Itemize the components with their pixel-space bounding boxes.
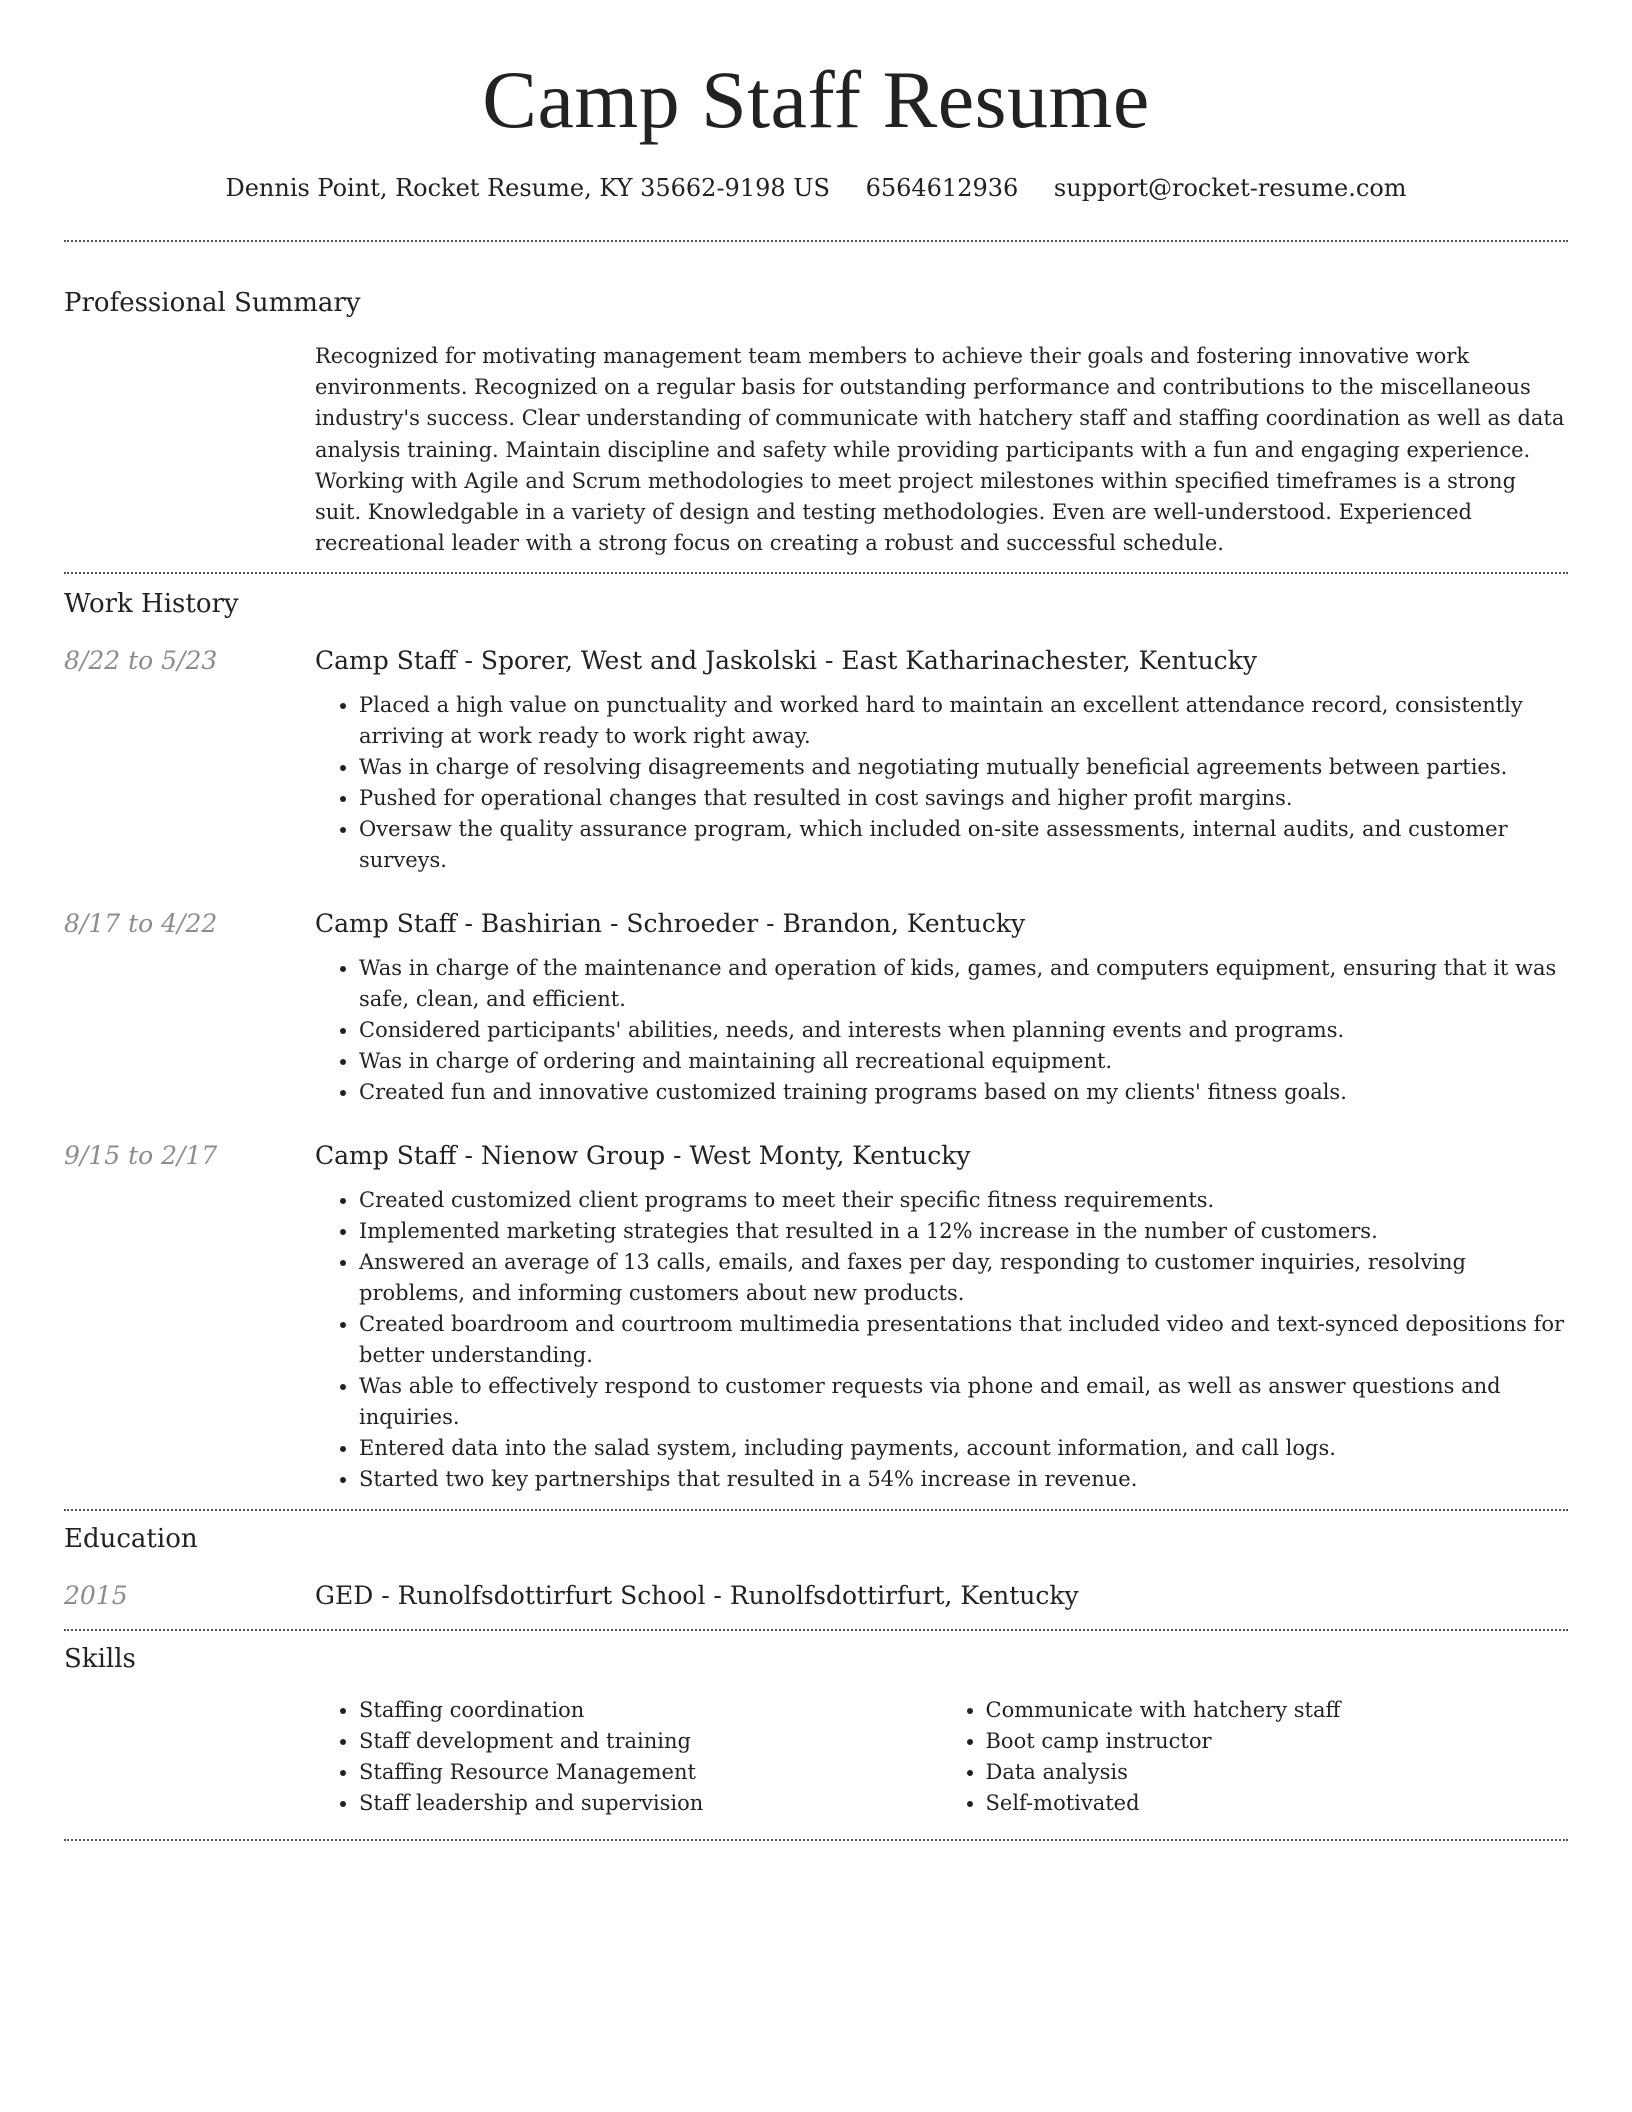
work-history-section <box>64 587 1568 1495</box>
skills-list <box>942 1695 1569 1819</box>
job-bullets <box>315 690 1568 876</box>
skill-item: • Data analysis <box>986 1757 1569 1788</box>
skill-item: • Communicate with hatchery staff <box>986 1695 1569 1726</box>
education-year: 2015 <box>64 1581 128 1611</box>
section-title-skills: Skills <box>64 1644 136 1675</box>
divider <box>64 1629 1568 1631</box>
job-title: Camp Staff - Bashirian - Schroeder - Brandon, Kentucky <box>315 909 1026 939</box>
job-dates: 8/22 to 5/23 <box>64 646 218 676</box>
job-title: Camp Staff - Nienow Group - West Monty, Kentucky <box>315 1141 971 1171</box>
resume-title: Camp Staff Resume <box>482 54 1150 145</box>
skill-item: • Staff development and training <box>359 1726 942 1757</box>
email: support@rocket-resume.com <box>1053 174 1407 202</box>
list-item: • Created boardroom and courtroom multimedia presentations that included video and text-synced depositions for better understanding. <box>359 1309 1568 1371</box>
skills-section <box>64 1642 1568 1819</box>
job-entry <box>64 1139 1568 1495</box>
education-section <box>64 1522 1568 1613</box>
list-item: • Was in charge of ordering and maintaining all recreational equipment. <box>359 1046 1568 1077</box>
section-title-work-history: Work History <box>64 589 239 620</box>
job-entry <box>64 907 1568 1108</box>
address: Dennis Point, Rocket Resume, KY 35662-9198 US <box>225 174 830 202</box>
list-item: • Implemented marketing strategies that resulted in a 12% increase in the number of customers. <box>359 1216 1568 1247</box>
divider <box>64 240 1568 242</box>
list-item: • Oversaw the quality assurance program, which included on-site assessments, internal audits, and customer surveys. <box>359 814 1568 876</box>
job-dates: 8/17 to 4/22 <box>64 909 218 939</box>
list-item: • Was in charge of the maintenance and operation of kids, games, and computers equipment, ensuring that it was safe, clean, and efficient. <box>359 953 1568 1015</box>
divider <box>64 572 1568 574</box>
job-entry <box>64 644 1568 876</box>
section-title-education: Education <box>64 1524 198 1555</box>
list-item: • Entered data into the salad system, including payments, account information, and call logs. <box>359 1433 1568 1464</box>
list-item: • Created fun and innovative customized training programs based on my clients' fitness goals. <box>359 1077 1568 1108</box>
skill-item: • Self-motivated <box>986 1788 1569 1819</box>
phone: 6564612936 <box>865 174 1019 202</box>
skills-list <box>315 1695 942 1819</box>
skills-columns <box>315 1695 1568 1819</box>
contact-line <box>64 172 1568 204</box>
list-item: • Pushed for operational changes that resulted in cost savings and higher profit margins. <box>359 783 1568 814</box>
education-entry: GED - Runolfsdottirfurt School - Runolfsdottirfurt, Kentucky <box>315 1581 1079 1611</box>
divider <box>64 1509 1568 1511</box>
list-item: • Answered an average of 13 calls, emails, and faxes per day, responding to customer inquiries, resolving problems, and informing customers about new products. <box>359 1247 1568 1309</box>
skill-item: • Staffing Resource Management <box>359 1757 942 1788</box>
job-bullets <box>315 953 1568 1108</box>
list-item: • Placed a high value on punctuality and worked hard to maintain an excellent attendance record, consistently arriving at work ready to work right away. <box>359 690 1568 752</box>
list-item: • Considered participants' abilities, needs, and interests when planning events and programs. <box>359 1015 1568 1046</box>
list-item: • Was able to effectively respond to customer requests via phone and email, as well as answer questions and inquiries. <box>359 1371 1568 1433</box>
divider <box>64 1839 1568 1841</box>
summary-section <box>64 286 1568 559</box>
skill-item: • Staff leadership and supervision <box>359 1788 942 1819</box>
skill-item: • Staffing coordination <box>359 1695 942 1726</box>
section-title-summary: Professional Summary <box>64 288 361 318</box>
job-title: Camp Staff - Sporer, West and Jaskolski - East Katharinachester, Kentucky <box>315 646 1257 676</box>
list-item: • Created customized client programs to meet their specific fitness requirements. <box>359 1185 1568 1216</box>
summary-text: Recognized for motivating management team members to achieve their goals and fostering innovative work environments. Recognized on a regular basis for outstanding performance and contributions to the miscellaneous industry's success. Clear understanding of communicate with hatchery staff and staffing coordination as well as data analysis training. Maintain discipline and safety while providing participants with a fun and engaging experience. Working with Agile and Scrum methodologies to meet project milestones within specified timeframes is a strong suit. Knowledgable in a variety of design and testing methodologies. Even are well-understood. Experienced recreational leader with a strong focus on creating a robust and successful schedule. <box>315 344 1565 556</box>
job-bullets <box>315 1185 1568 1495</box>
skill-item: • Boot camp instructor <box>986 1726 1569 1757</box>
job-dates: 9/15 to 2/17 <box>64 1141 218 1171</box>
list-item: • Started two key partnerships that resulted in a 54% increase in revenue. <box>359 1464 1568 1495</box>
list-item: • Was in charge of resolving disagreements and negotiating mutually beneficial agreements between parties. <box>359 752 1568 783</box>
